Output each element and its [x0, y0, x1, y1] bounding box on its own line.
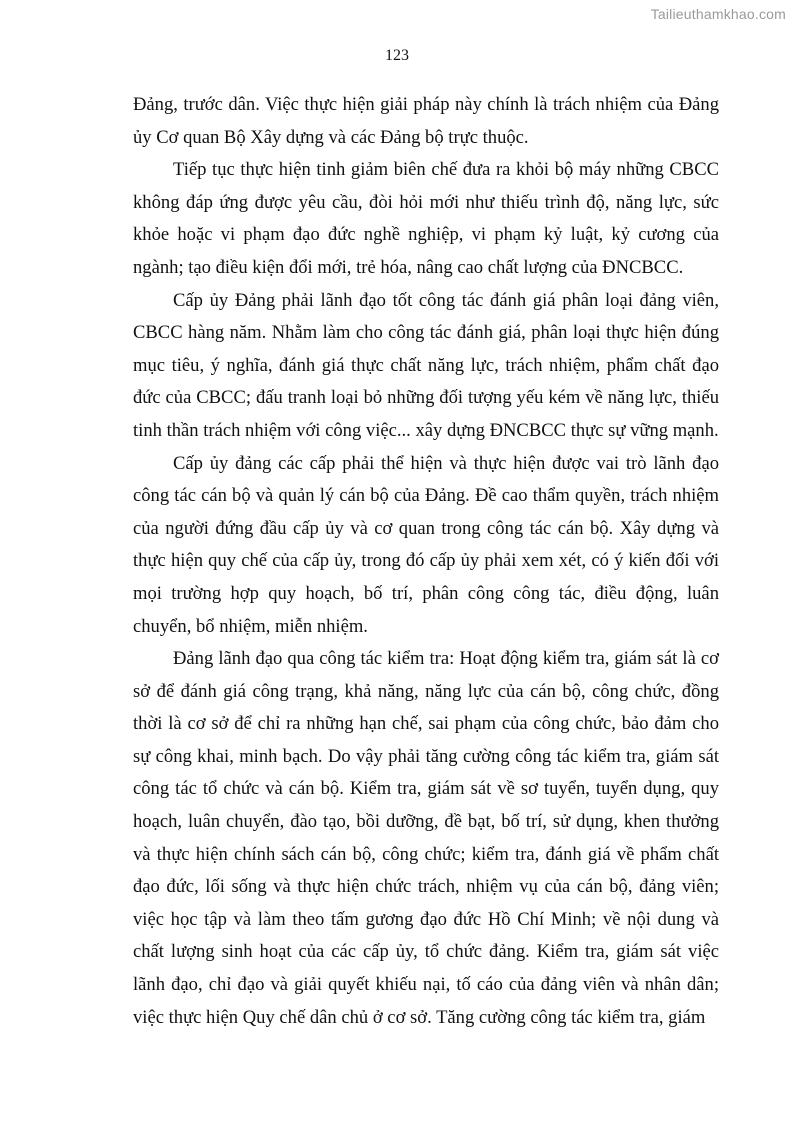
paragraph-continuation: Đảng, trước dân. Việc thực hiện giải pháp này chính là trách nhiệm của Đảng ủy Cơ quan Bộ Xây dựng và các Đảng bộ trực thuộc. — [133, 94, 719, 148]
paragraph: Cấp ủy đảng các cấp phải thể hiện và thực hiện được vai trò lãnh đạo công tác cán bộ và quản lý cán bộ của Đảng. Đề cao thẩm quyền, trách nhiệm của người đứng đầu cấp ủy và cơ quan trong công tác cán bộ. Xây dựng và thực hiện quy chế của cấp ủy, trong đó cấp ủy phải xem xét, có ý kiến đối với mọi trường hợp quy hoạch, bố trí, phân công công tác, điều động, luân chuyển, bổ nhiệm, miễn nhiệm. — [133, 452, 719, 637]
paragraph: Tiếp tục thực hiện tinh giảm biên chế đưa ra khỏi bộ máy những CBCC không đáp ứng được yêu cầu, đòi hỏi mới như thiếu trình độ, năng lực, sức khỏe hoặc vi phạm đạo đức nghề nghiệp, vi phạm kỷ luật, kỷ cương của ngành; tạo điều kiện đổi mới, trẻ hóa, nâng cao chất lượng của ĐNCBCC. — [133, 159, 719, 278]
watermark-text: Tailieuthamkhao.com — [650, 6, 786, 22]
document-body — [133, 89, 719, 1034]
paragraph: Đảng lãnh đạo qua công tác kiểm tra: Hoạt động kiểm tra, giám sát là cơ sở để đánh giá công trạng, khả năng, năng lực của cán bộ, công chức, đồng thời là cơ sở để chỉ ra những hạn chế, sai phạm của công chức, bảo đảm cho sự công khai, minh bạch. Do vậy phải tăng cường công tác kiểm tra, giám sát công tác tổ chức và cán bộ. Kiểm tra, giám sát về sơ tuyển, tuyển dụng, quy hoạch, luân chuyển, đào tạo, bồi dưỡng, đề bạt, bố trí, sử dụng, khen thưởng và thực hiện chính sách cán bộ, công chức; kiểm tra, đánh giá về phẩm chất đạo đức, lối sống và thực hiện chức trách, nhiệm vụ của cán bộ, đảng viên; việc học tập và làm theo tấm gương đạo đức Hồ Chí Minh; về nội dung và chất lượng sinh hoạt của các cấp ủy, tổ chức đảng. Kiểm tra, giám sát việc lãnh đạo, chỉ đạo và giải quyết khiếu nại, tố cáo của đảng viên và nhân dân; việc thực hiện Quy chế dân chủ ở cơ sở. Tăng cường công tác kiểm tra, giám — [133, 648, 719, 1028]
page-number: 123 — [385, 47, 409, 64]
paragraph: Cấp ủy Đảng phải lãnh đạo tốt công tác đánh giá phân loại đảng viên, CBCC hàng năm. Nhằm làm cho công tác đánh giá, phân loại thực hiện đúng mục tiêu, ý nghĩa, đánh giá thực chất năng lực, trách nhiệm, phẩm chất đạo đức của CBCC; đấu tranh loại bỏ những đối tượng yếu kém về năng lực, thiếu tinh thần trách nhiệm với công việc... xây dựng ĐNCBCC thực sự vững mạnh. — [133, 289, 719, 441]
